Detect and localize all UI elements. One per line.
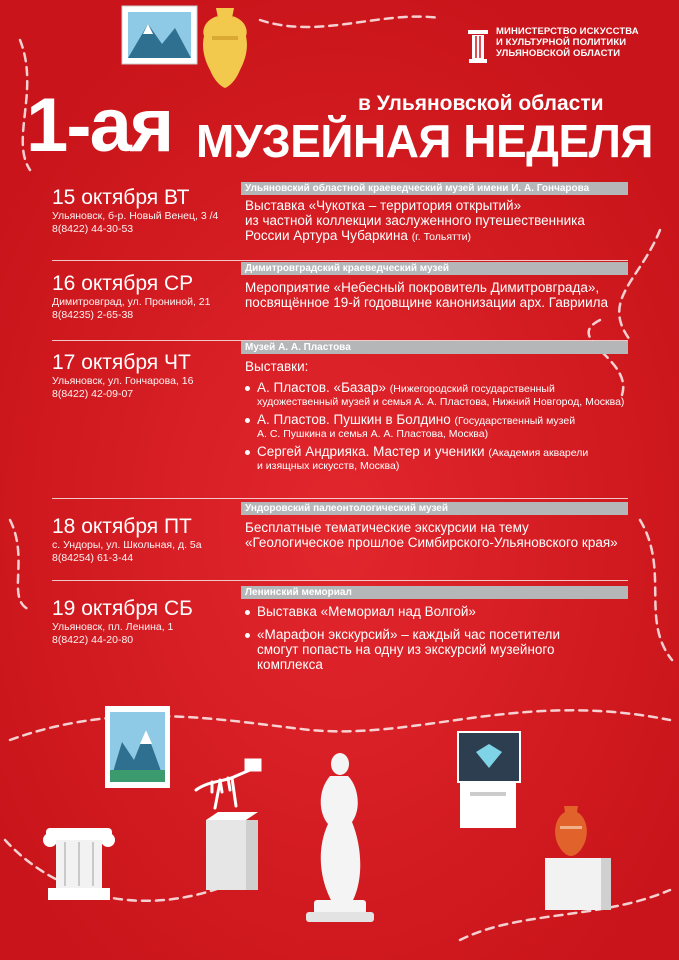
event-title: Выставка «Мемориал над Волгой» <box>257 604 476 619</box>
museum-name-bar: Ленинский мемориал <box>241 586 628 599</box>
museum-name-bar: Ундоровский палеонтологический музей <box>241 502 628 515</box>
day-info <box>52 186 242 236</box>
day-info <box>52 597 242 647</box>
event-number: 1-ая <box>26 83 173 168</box>
divider <box>52 580 628 581</box>
exhibition-title: А. Пластов. «Базар» <box>257 380 386 395</box>
day-info <box>52 515 242 565</box>
exhibition-item <box>245 444 630 473</box>
museum-name-bar: Музей А. А. Пластова <box>241 341 628 354</box>
day-phone: 8(84254) 61-3-44 <box>52 552 134 564</box>
exhibition-note: (Нижегородский государственный <box>389 383 555 395</box>
day-date: 18 октября ПТ <box>52 515 192 538</box>
day-date: 19 октября СБ <box>52 597 193 620</box>
ministry-logo <box>466 26 666 66</box>
day-phone: 8(8422) 44-30-53 <box>52 223 134 235</box>
ministry-name <box>496 26 639 59</box>
exhibition-note: и изящных искусств, Москва) <box>257 460 400 472</box>
day-info <box>52 351 242 401</box>
event-line: «Марафон экскурсий» – каждый час посетители <box>257 627 560 642</box>
day-address: Ульяновск, ул. Гончарова, 16 <box>52 375 194 387</box>
day-address: Ульяновск, б-р. Новый Венец, 3 /4 <box>52 210 219 222</box>
museum-name-bar: Димитровградский краеведческий музей <box>241 262 628 275</box>
exhibition-item <box>245 412 630 441</box>
day-info <box>52 272 242 322</box>
event-description <box>245 198 630 245</box>
event-description <box>245 520 630 550</box>
day-date: 16 октября СР <box>52 272 194 295</box>
event-line: комплекса <box>257 657 323 672</box>
day-phone: 8(8422) 44-20-80 <box>52 634 134 646</box>
exhibition-title: А. Пластов. Пушкин в Болдино <box>257 412 451 427</box>
museum-name-bar: Ульяновский областной краеведческий музей имени И. А. Гончарова <box>241 182 628 195</box>
region-subtitle: в Ульяновской области <box>358 92 604 115</box>
desc-note: (г. Тольятти) <box>411 231 472 243</box>
painting-icon <box>122 6 197 64</box>
desc-line: Мероприятие «Небесный покровитель Димитровграда», <box>245 280 600 295</box>
desc-line: посвящённое 19-й годовщине канонизации арх. Гавриила <box>245 295 609 310</box>
diamond-display-icon <box>458 732 520 828</box>
event-description <box>245 604 630 675</box>
ministry-line: И КУЛЬТУРНОЙ ПОЛИТИКИ <box>496 37 627 48</box>
exhibition-title: Сергей Андрияка. Мастер и ученики <box>257 444 485 459</box>
desc-intro: Выставки: <box>245 359 309 374</box>
desc-line-with-note <box>245 228 630 245</box>
day-phone: 8(8422) 42-09-07 <box>52 388 134 400</box>
exhibition-note: А. С. Пушкина и семья А. А. Пластова, Москва) <box>257 428 489 440</box>
day-date: 15 октября ВТ <box>52 186 190 209</box>
divider <box>52 498 628 499</box>
ministry-line: МИНИСТЕРСТВО ИСКУССТВА <box>496 26 639 37</box>
event-item <box>245 604 630 619</box>
exhibition-note: художественный музей и семья А. А. Пластова, Нижний Новгород, Москва) <box>257 396 625 408</box>
column-logo-icon <box>466 26 490 66</box>
desc-line: Выставка «Чукотка – территория открытий» <box>245 198 522 213</box>
divider <box>52 260 628 261</box>
day-address: Ульяновск, пл. Ленина, 1 <box>52 621 174 633</box>
desc-line: «Геологическое прошлое Симбирского-Ульяновского края» <box>245 535 618 550</box>
day-phone: 8(84235) 2-65-38 <box>52 309 134 321</box>
desc-line: из частной коллекции заслуженного путешественника <box>245 213 585 228</box>
exhibition-item <box>245 380 630 409</box>
desc-line: России Артура Чубаркина <box>245 228 408 243</box>
ministry-line: УЛЬЯНОВСКОЙ ОБЛАСТИ <box>496 48 621 59</box>
event-line: смогут попасть на одну из экскурсий музейного <box>257 642 555 657</box>
event-item <box>245 627 630 672</box>
day-address: с. Ундоры, ул. Школьная, д. 5а <box>52 539 202 551</box>
page-title: МУЗЕЙНАЯ НЕДЕЛЯ <box>196 115 653 167</box>
event-description <box>245 280 630 310</box>
event-description <box>245 359 630 476</box>
painting-icon <box>105 706 170 788</box>
day-date: 17 октября ЧТ <box>52 351 191 374</box>
desc-line: Бесплатные тематические экскурсии на тему <box>245 520 529 535</box>
exhibition-note: (Государственный музей <box>454 415 576 427</box>
day-address: Димитровград, ул. Прониной, 21 <box>52 296 211 308</box>
exhibition-note: (Академия акварели <box>488 447 589 459</box>
